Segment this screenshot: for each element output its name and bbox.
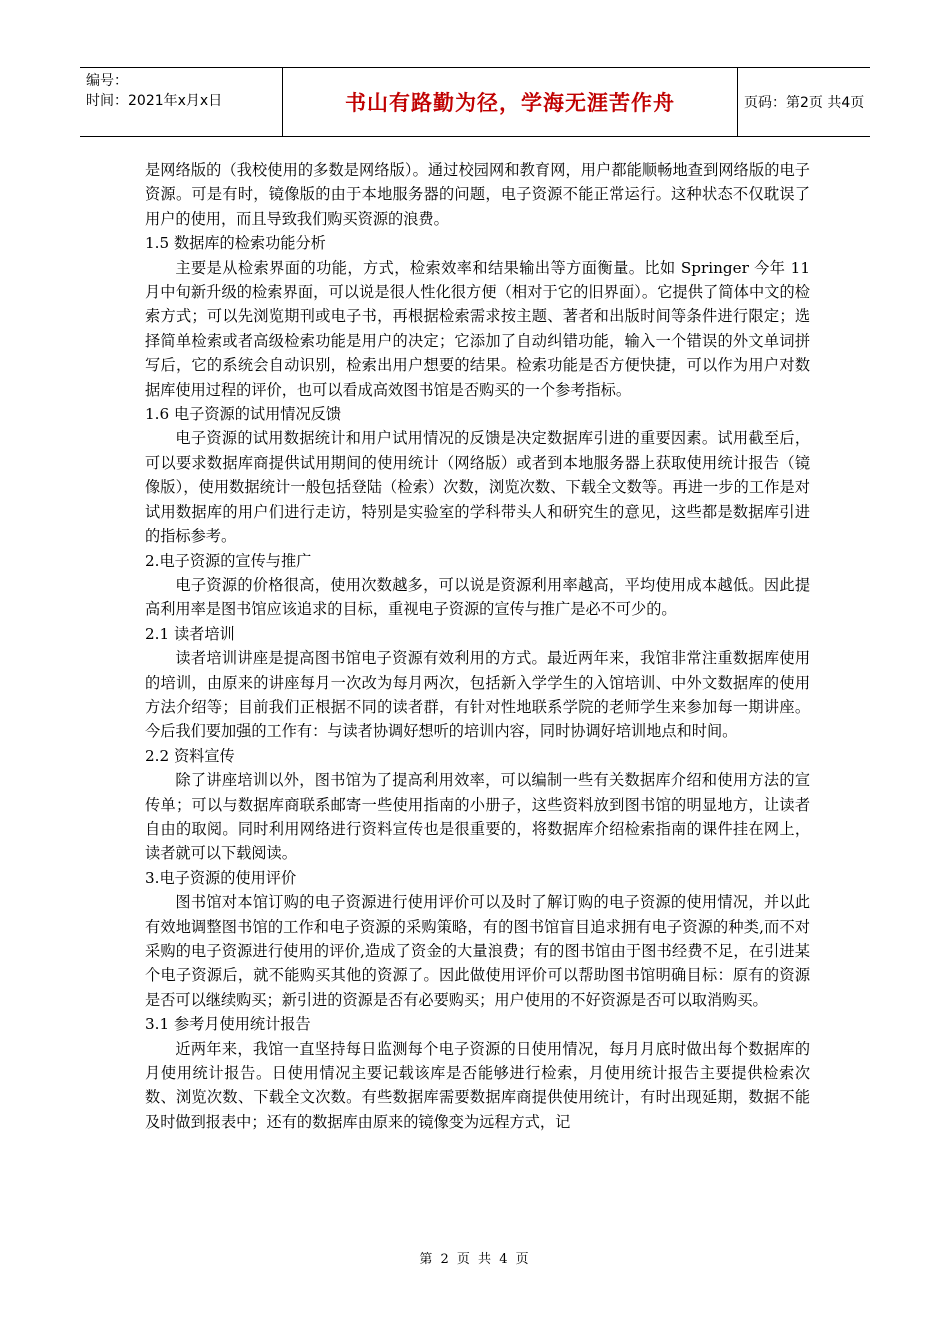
body-paragraph: 电子资源的价格很高，使用次数越多，可以说是资源利用率越高，平均使用成本越低。因此提高利用率是图书馆应该追求的目标，重视电子资源的宣传与推广是必不可少的。: [145, 575, 810, 619]
section-heading: 2.1 读者培训: [145, 624, 235, 643]
section-heading: 1.6 电子资源的试用情况反馈: [145, 405, 342, 424]
body-paragraph: 主要是从检索界面的功能，方式，检索效率和结果输出等方面衡量。比如 Springer 今年 11 月中旬新升级的检索界面，可以说是很人性化很方便（相对于它的旧界面）。它提供了简体中文的检索方式；可以先浏览期刊或电子书，再根据检索需求按主题、著者和出版时间等条件进行限定；选择简单检索或者高级检索功能是用户的决定；它添加了自动纠错功能，输入一个错误的外文单词拼写后，它的系统会自动识别，检索出用户想要的结果。检索功能是否方便快捷，可以作为用户对数据库使用过程的评价，也可以看成高效图书馆是否购买的一个参考指标。: [145, 258, 810, 399]
document-header: [80, 67, 870, 137]
section-heading: 3.1 参考月使用统计报告: [145, 1015, 311, 1034]
motto-text: 书山有路勤为径，学海无涯苦作舟: [345, 91, 675, 115]
page-info: 页码：第2页 共4页: [744, 95, 865, 111]
header-meta: [80, 68, 282, 136]
number-label: 编号：: [86, 73, 128, 89]
body-paragraph: 读者培训讲座是提高图书馆电子资源有效利用的方式。最近两年来，我馆非常注重数据库使用的培训，由原来的讲座每月一次改为每月两次，包括新入学学生的入馆培训、中外文数据库的使用方法介绍等；目前我们正根据不同的读者群，有针对性地联系学院的老师学生来参加每一期讲座。今后我们要加强的工作有：与读者协调好想听的培训内容，同时协调好培训地点和时间。: [145, 649, 810, 741]
header-motto-cell: [282, 68, 738, 136]
body-paragraph: 电子资源的试用数据统计和用户试用情况的反馈是决定数据库引进的重要因素。试用截至后，可以要求数据库商提供试用期间的使用统计（网络版）或者到本地服务器上获取使用统计报告（镜像版），使用数据统计一般包括登陆（检索）次数，浏览次数、下载全文数等。再进一步的工作是对试用数据库的用户们进行走访，特别是实验室的学科带头人和研究生的意见，这些都是数据库引进的指标参考。: [145, 429, 810, 546]
section-heading: 2.2 资料宣传: [145, 746, 235, 765]
section-heading: 2.电子资源的宣传与推广: [145, 551, 312, 570]
time-label: 时间：2021年x月x日: [86, 93, 223, 109]
section-heading: 1.5 数据库的检索功能分析: [145, 234, 326, 253]
paragraph-continued: 是网络版的（我校使用的多数是网络版）。通过校园网和教育网，用户都能顺畅地查到网络版的电子资源。可是有时，镜像版的由于本地服务器的问题，电子资源不能正常运行。这种状态不仅耽误了用户的使用，而且导致我们购买资源的浪费。: [145, 161, 810, 228]
document-body: [145, 158, 810, 1134]
body-paragraph: 图书馆对本馆订购的电子资源进行使用评价可以及时了解订购的电子资源的使用情况，并以此有效地调整图书馆的工作和电子资源的采购策略，有的图书馆盲目追求拥有电子资源的种类,而不对采购的电子资源进行使用的评价,造成了资金的大量浪费；有的图书馆由于图书经费不足，在引进某个电子资源后，就不能购买其他的资源了。因此做使用评价可以帮助图书馆明确目标：原有的资源是否可以继续购买；新引进的资源是否有必要购买；用户使用的不好资源是否可以取消购买。: [145, 893, 810, 1009]
page-footer: 第 2 页 共 4 页: [419, 1252, 531, 1267]
section-heading: 3.电子资源的使用评价: [145, 868, 297, 887]
body-paragraph: 除了讲座培训以外，图书馆为了提高利用效率，可以编制一些有关数据库介绍和使用方法的宣传单；可以与数据库商联系邮寄一些使用指南的小册子，这些资料放到图书馆的明显地方，让读者自由的取阅。同时利用网络进行资料宣传也是很重要的，将数据库介绍检索指南的课件挂在网上，读者就可以下载阅读。: [145, 771, 810, 863]
header-page-cell: [738, 68, 870, 136]
body-paragraph: 近两年来，我馆一直坚持每日监测每个电子资源的日使用情况，每月月底时做出每个数据库的月使用统计报告。日使用情况主要记载该库是否能够进行检索，月使用统计报告主要提供检索次数、浏览次数、下载全文次数。有些数据库需要数据库商提供使用统计，有时出现延期，数据不能及时做到报表中；还有的数据库由原来的镜像变为远程方式，记: [145, 1039, 810, 1131]
